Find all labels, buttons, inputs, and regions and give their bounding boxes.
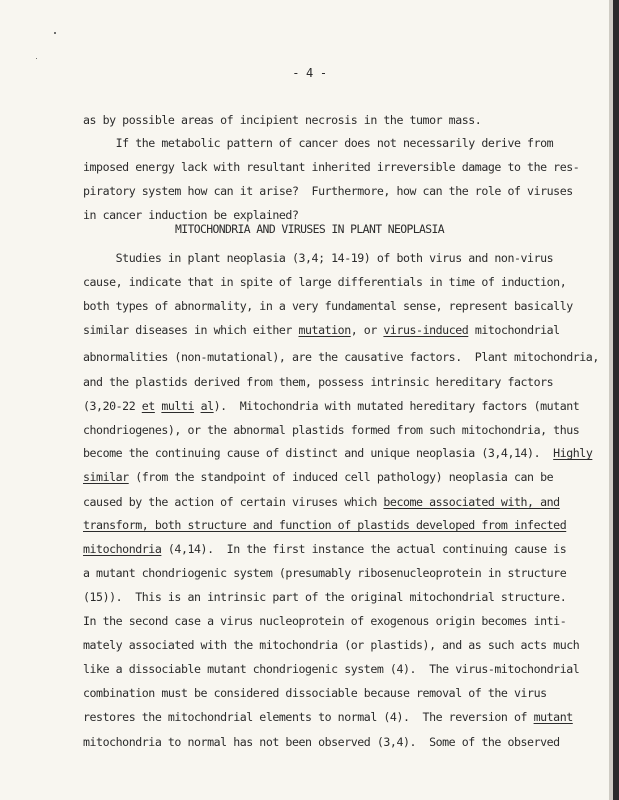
text-line <box>83 251 553 265</box>
text-line <box>83 735 560 749</box>
text-run: mitochondrial <box>468 323 560 337</box>
underlined-text: transform, both structure and function of plastids developed from infected <box>83 518 567 532</box>
text-run: In the second case a virus nucleoprotein of exogenous origin becomes inti- <box>83 614 567 628</box>
text-run: like a dissociable mutant chondriogenic system (4). The virus-mitochondrial <box>83 662 580 676</box>
underlined-text: mitochondria <box>83 542 162 556</box>
text-run: a mutant chondriogenic system (presumably ribosenucleoprotein in structure <box>83 566 567 580</box>
text-run: (from the standpoint of induced cell pathology) neoplasia can be <box>128 470 554 484</box>
text-line <box>83 208 299 222</box>
underlined-text: mutant <box>533 710 573 724</box>
text-line <box>83 184 573 198</box>
text-line <box>83 275 566 289</box>
page-number: - 4 - <box>292 66 327 80</box>
text-line <box>83 136 553 150</box>
underlined-text: Highly <box>553 446 593 460</box>
underlined-text: al <box>200 399 214 413</box>
text-run: combination must be considered dissociable because removal of the virus <box>83 686 547 700</box>
page-edge-border <box>613 0 619 800</box>
text-line <box>83 423 579 437</box>
text-run: Studies in plant neoplasia (3,4; 14-19) of both virus and non-virus <box>83 251 554 265</box>
text-run: (3,20-22 <box>83 399 142 413</box>
text-run: restores the mitochondrial elements to normal (4). The reversion of <box>83 710 534 724</box>
text-run: (4,14). In the first instance the actual continuing cause is <box>161 542 567 556</box>
text-run: and the plastids derived from them, possess intrinsic hereditary factors <box>83 375 554 389</box>
text-run: caused by the action of certain viruses which <box>83 495 384 509</box>
text-line <box>83 350 599 364</box>
paper-speck <box>54 32 56 34</box>
underlined-text: multi <box>161 399 195 413</box>
underlined-text: become associated with, and <box>383 495 560 509</box>
text-run: imposed energy lack with resultant inherited irreversible damage to the res- <box>83 160 580 174</box>
text-line <box>83 710 573 724</box>
underlined-text: et <box>141 399 155 413</box>
text-line <box>83 686 547 700</box>
text-line <box>83 399 579 413</box>
text-line <box>83 566 566 580</box>
text-run: both types of abnormality, in a very fundamental sense, represent basically <box>83 299 573 313</box>
text-line <box>83 113 481 127</box>
text-run: mately associated with the mitochondria (or plastids), and as such acts much <box>83 638 580 652</box>
text-run: as by possible areas of incipient necrosis in the tumor mass. <box>83 113 482 127</box>
underlined-text: mutation <box>298 323 351 337</box>
paper-speck <box>36 58 37 59</box>
text-run: abnormalities (non-mutational), are the causative factors. Plant mitochondria, <box>83 350 599 364</box>
text-line <box>83 160 579 174</box>
text-run: in cancer induction be explained? <box>83 208 299 222</box>
text-line <box>83 323 560 337</box>
text-line <box>83 590 566 604</box>
text-run: chondriogenes), or the abnormal plastids formed from such mitochondria, thus <box>83 423 580 437</box>
text-run: piratory system how can it arise? Furthermore, how can the role of viruses <box>83 184 573 198</box>
text-line <box>83 542 566 556</box>
text-run: (15)). This is an intrinsic part of the original mitochondrial structure. <box>83 590 567 604</box>
text-run: cause, indicate that in spite of large differentials in time of induction, <box>83 275 567 289</box>
text-line <box>83 299 573 313</box>
text-run: If the metabolic pattern of cancer does not necessarily derive from <box>83 136 554 150</box>
section-heading: MITOCHONDRIA AND VIRUSES IN PLANT NEOPLASIA <box>174 222 445 236</box>
text-line <box>83 662 579 676</box>
text-line <box>83 375 553 389</box>
text-run: mitochondria to normal has not been observed (3,4). Some of the observed <box>83 735 560 749</box>
text-run: , or <box>350 323 384 337</box>
text-run: similar diseases in which either <box>83 323 299 337</box>
text-line <box>83 638 579 652</box>
text-line <box>83 495 560 509</box>
underlined-text: virus-induced <box>383 323 469 337</box>
text-run: ). Mitochondria with mutated hereditary factors (mutant <box>213 399 580 413</box>
text-run: become the continuing cause of distinct and unique neoplasia (3,4,14). <box>83 446 554 460</box>
text-line <box>83 614 566 628</box>
text-line <box>83 470 553 484</box>
underlined-text: similar <box>83 470 129 484</box>
text-line <box>83 446 592 460</box>
text-line <box>83 518 566 532</box>
